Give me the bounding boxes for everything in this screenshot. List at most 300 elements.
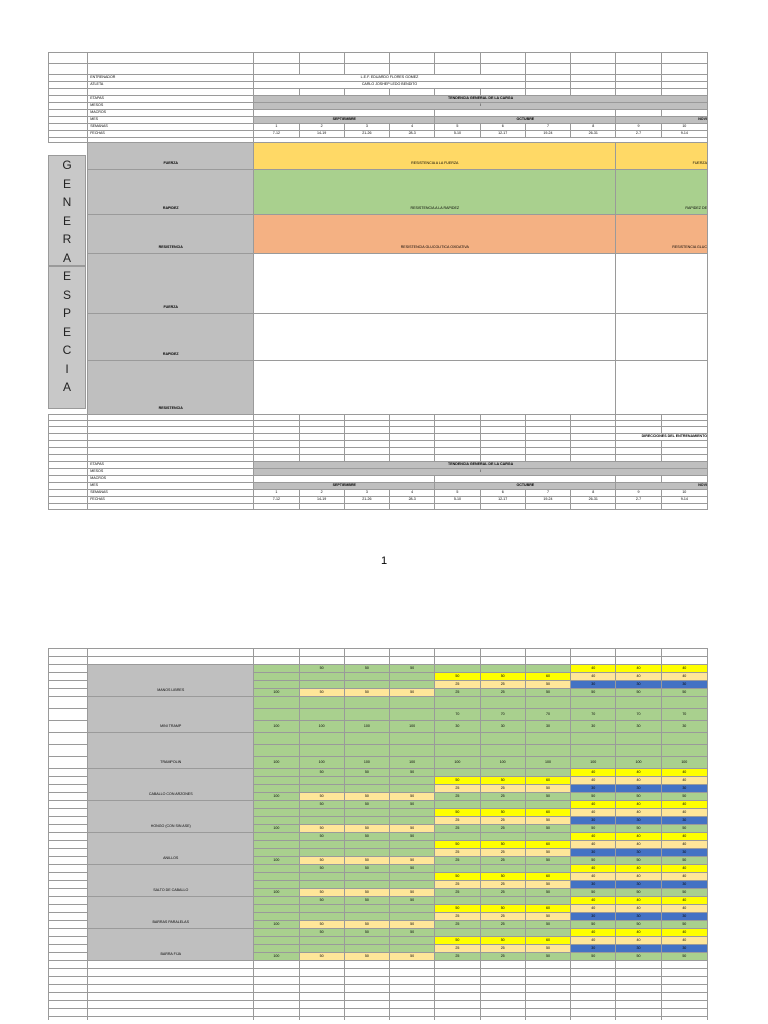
load-cell: 50 — [390, 857, 435, 865]
load-cell — [390, 697, 435, 709]
label-macros: MACROS — [88, 110, 254, 117]
load-cell: 25 — [435, 849, 480, 857]
load-cell: 30 — [571, 881, 616, 889]
load-cell: 50 — [525, 881, 570, 889]
page-2 — [48, 648, 708, 1020]
load-cell — [254, 709, 299, 721]
letter: E — [62, 176, 71, 191]
load-cell — [390, 777, 435, 785]
empty-cell — [571, 1017, 616, 1021]
load-cell: 50 — [299, 689, 344, 697]
load-cell: 50 — [390, 665, 435, 673]
apparatus-name: BARRAS PARALELAS — [88, 897, 254, 929]
empty-cell — [299, 649, 344, 657]
load-cell — [661, 745, 707, 757]
margin-cell — [49, 689, 88, 697]
load-cell: 50 — [525, 945, 570, 953]
margin-cell — [49, 865, 88, 873]
empty-cell — [299, 1017, 344, 1021]
week-cell: 2 — [299, 490, 344, 497]
week-cell: 5 — [435, 490, 480, 497]
load-cell: 30 — [616, 817, 661, 825]
load-cell — [525, 665, 570, 673]
load-cell — [480, 801, 525, 809]
load-cell: 50 — [525, 689, 570, 697]
empty-cell — [390, 1001, 435, 1009]
empty-cell — [254, 1001, 299, 1009]
week-cell: 8 — [571, 490, 616, 497]
load-cell — [390, 681, 435, 689]
empty-cell — [571, 961, 616, 969]
load-cell: 50 — [525, 793, 570, 801]
load-cell — [299, 697, 344, 709]
load-cell: 25 — [480, 889, 525, 897]
empty-cell — [344, 657, 389, 665]
empty-cell — [661, 1009, 707, 1017]
general-rapidez-next: RAPIDEZ DE — [616, 170, 708, 215]
load-cell: 25 — [435, 881, 480, 889]
letter: A — [62, 380, 71, 394]
load-cell: 40 — [616, 777, 661, 785]
load-cell: 50 — [661, 889, 707, 897]
load-cell: 40 — [616, 897, 661, 905]
empty-cell — [480, 969, 525, 977]
load-cell — [254, 881, 299, 889]
load-cell — [344, 817, 389, 825]
margin-cell — [49, 745, 88, 757]
load-cell — [299, 881, 344, 889]
load-cell: 50 — [661, 793, 707, 801]
load-cell — [480, 745, 525, 757]
load-cell — [616, 733, 661, 745]
week-cell: 3 — [344, 490, 389, 497]
letter: P — [62, 306, 71, 320]
empty-cell — [480, 1017, 525, 1021]
load-cell: 25 — [480, 793, 525, 801]
load-cell: 40 — [616, 833, 661, 841]
load-cell: 60 — [525, 777, 570, 785]
load-cell — [390, 913, 435, 921]
load-cell: 30 — [571, 721, 616, 733]
load-cell: 50 — [571, 793, 616, 801]
empty-cell — [525, 969, 570, 977]
empty-cell — [390, 649, 435, 657]
load-cell — [480, 897, 525, 905]
load-cell: 50 — [344, 865, 389, 873]
load-cell: 100 — [661, 757, 707, 769]
load-cell — [344, 809, 389, 817]
load-cell: 60 — [525, 809, 570, 817]
load-cell: 50 — [571, 889, 616, 897]
load-cell — [525, 801, 570, 809]
load-cell: 50 — [525, 857, 570, 865]
margin-cell — [49, 697, 88, 709]
empty-cell — [571, 1009, 616, 1017]
load-cell — [254, 785, 299, 793]
empty-cell — [616, 969, 661, 977]
load-cell — [254, 905, 299, 913]
load-cell: 100 — [254, 921, 299, 929]
load-cell: 30 — [525, 721, 570, 733]
load-cell — [390, 673, 435, 681]
load-cell: 50 — [299, 769, 344, 777]
load-cell — [661, 697, 707, 709]
empty-cell — [571, 649, 616, 657]
load-cell: 100 — [525, 757, 570, 769]
empty-cell — [88, 649, 254, 657]
load-cell: 50 — [344, 929, 389, 937]
load-cell — [299, 733, 344, 745]
empty-cell — [435, 993, 480, 1001]
load-cell: 30 — [661, 849, 707, 857]
month-october: OCTUBRE — [435, 117, 616, 124]
load-cell — [525, 833, 570, 841]
margin-cell — [49, 841, 88, 849]
load-cell: 50 — [344, 953, 389, 961]
especial-fuerza-label: FUERZA — [88, 254, 254, 314]
week-cell: 9 — [616, 124, 661, 131]
load-cell — [299, 777, 344, 785]
empty-cell — [525, 1001, 570, 1009]
empty-cell — [88, 1017, 254, 1021]
letter: N — [62, 195, 72, 209]
letter: E — [62, 213, 71, 228]
margin-cell — [49, 801, 88, 809]
load-cell — [435, 745, 480, 757]
load-cell — [254, 801, 299, 809]
meso-value-2: I — [254, 469, 708, 476]
apparatus-name: ANILLOS — [88, 833, 254, 865]
load-cell: 50 — [525, 913, 570, 921]
load-cell: 100 — [254, 953, 299, 961]
empty-cell — [525, 993, 570, 1001]
load-cell — [390, 849, 435, 857]
load-cell: 40 — [661, 801, 707, 809]
load-cell: 30 — [480, 721, 525, 733]
load-cell: 50 — [390, 689, 435, 697]
load-cell — [254, 777, 299, 785]
week-cell: 9 — [616, 490, 661, 497]
load-cell — [254, 809, 299, 817]
load-cell — [480, 929, 525, 937]
empty-cell — [525, 977, 570, 985]
load-cell: 50 — [435, 937, 480, 945]
margin-cell — [49, 881, 88, 889]
load-cell: 50 — [616, 857, 661, 865]
label-semanas: SEMANAS — [88, 124, 254, 131]
load-cell — [525, 929, 570, 937]
load-cell: 40 — [571, 929, 616, 937]
apparatus-name: MANOS LIBRES — [88, 665, 254, 697]
load-cell — [299, 785, 344, 793]
load-cell — [299, 873, 344, 881]
info-label-athlete: ATLETA — [88, 82, 254, 89]
empty-cell — [88, 961, 254, 969]
load-cell: 40 — [661, 841, 707, 849]
empty-cell — [299, 961, 344, 969]
load-cell — [254, 937, 299, 945]
empty-cell — [88, 985, 254, 993]
load-cell: 40 — [661, 897, 707, 905]
empty-cell — [616, 985, 661, 993]
empty-cell — [49, 1017, 88, 1021]
margin-cell — [49, 953, 88, 961]
load-cell: 50 — [390, 865, 435, 873]
load-cell: 50 — [435, 809, 480, 817]
empty-cell — [344, 1001, 389, 1009]
empty-cell — [525, 649, 570, 657]
load-cell — [480, 769, 525, 777]
load-cell: 25 — [435, 913, 480, 921]
load-cell — [435, 769, 480, 777]
date-cell: 14-19 — [299, 497, 344, 504]
load-cell — [254, 833, 299, 841]
empty-cell — [49, 1001, 88, 1009]
week-cell: 10 — [661, 124, 707, 131]
meso-value: I — [254, 103, 708, 110]
load-cell — [571, 697, 616, 709]
load-cell: 25 — [480, 817, 525, 825]
margin-cell — [49, 913, 88, 921]
load-cell — [299, 681, 344, 689]
empty-cell — [480, 985, 525, 993]
date-cell: 12-17 — [480, 497, 525, 504]
load-cell: 100 — [254, 793, 299, 801]
tendencia-header: TENDENCIA GENERAL DE LA CARGA — [254, 96, 708, 103]
empty-cell — [344, 993, 389, 1001]
empty-cell — [390, 969, 435, 977]
load-cell — [390, 817, 435, 825]
margin-cell — [49, 937, 88, 945]
load-cell: 40 — [616, 809, 661, 817]
load-cell: 50 — [299, 825, 344, 833]
load-cell: 50 — [571, 825, 616, 833]
load-cell: 40 — [571, 897, 616, 905]
load-cell: 50 — [299, 929, 344, 937]
load-cell: 50 — [480, 809, 525, 817]
load-cell: 40 — [571, 801, 616, 809]
empty-cell — [571, 977, 616, 985]
load-cell: 50 — [344, 921, 389, 929]
empty-cell — [299, 969, 344, 977]
load-cell — [299, 745, 344, 757]
load-cell — [390, 945, 435, 953]
load-cell — [525, 697, 570, 709]
load-cell: 25 — [435, 857, 480, 865]
load-cell — [344, 785, 389, 793]
load-cell: 50 — [344, 801, 389, 809]
load-cell: 60 — [525, 937, 570, 945]
load-cell: 50 — [344, 897, 389, 905]
date-cell: 19-24 — [525, 497, 570, 504]
load-cell: 50 — [299, 793, 344, 801]
load-cell: 100 — [254, 825, 299, 833]
load-cell: 40 — [571, 673, 616, 681]
load-cell: 25 — [435, 793, 480, 801]
label-fechas-2: FECHAS — [88, 497, 254, 504]
margin-cell — [49, 905, 88, 913]
load-cell — [390, 905, 435, 913]
month-october-2: OCTUBRE — [435, 483, 616, 490]
date-cell: 9-14 — [661, 497, 707, 504]
load-cell: 50 — [390, 921, 435, 929]
load-cell — [390, 709, 435, 721]
load-cell — [571, 733, 616, 745]
empty-cell — [480, 993, 525, 1001]
load-cell: 40 — [571, 865, 616, 873]
load-cell — [254, 665, 299, 673]
load-cell: 30 — [661, 881, 707, 889]
general-resistencia-next: RESISTENCIA GLUC — [616, 215, 708, 254]
label-mes: MES — [88, 117, 254, 124]
date-cell: 26-31 — [571, 497, 616, 504]
load-cell: 100 — [254, 857, 299, 865]
date-cell: 21-26 — [344, 497, 389, 504]
load-cell: 50 — [299, 857, 344, 865]
empty-cell — [254, 657, 299, 665]
load-cell: 50 — [344, 769, 389, 777]
empty-cell — [525, 961, 570, 969]
load-cell: 25 — [480, 921, 525, 929]
coach-name: L.E.F. EDUARDO FLORES GOMEZ — [254, 75, 526, 82]
week-cell: 10 — [661, 490, 707, 497]
general-vertical-label — [48, 155, 86, 266]
load-cell: 25 — [435, 945, 480, 953]
load-cell: 25 — [435, 889, 480, 897]
load-cell — [390, 809, 435, 817]
load-cell: 50 — [661, 953, 707, 961]
load-cell — [344, 681, 389, 689]
load-cell — [435, 833, 480, 841]
date-cell: 19-24 — [525, 131, 570, 138]
load-cell: 50 — [616, 825, 661, 833]
general-resistencia-main: RESISTENCIA GLUCOLITICA OXIDATIVA — [254, 215, 616, 254]
empty-cell — [49, 649, 88, 657]
load-cell: 25 — [480, 681, 525, 689]
empty-cell — [480, 961, 525, 969]
load-cell — [344, 873, 389, 881]
load-cell — [299, 809, 344, 817]
empty-cell — [661, 977, 707, 985]
load-cell — [299, 913, 344, 921]
label-mes-2: MES — [88, 483, 254, 490]
load-cell: 50 — [435, 841, 480, 849]
load-cell: 30 — [661, 913, 707, 921]
load-cell — [390, 733, 435, 745]
empty-cell — [299, 657, 344, 665]
load-cell: 100 — [299, 721, 344, 733]
empty-cell — [616, 1001, 661, 1009]
label-semanas-2: SEMANAS — [88, 490, 254, 497]
empty-cell — [435, 1017, 480, 1021]
load-cell — [390, 841, 435, 849]
load-cell: 50 — [390, 769, 435, 777]
empty-cell — [390, 977, 435, 985]
empty-cell — [571, 1001, 616, 1009]
load-cell — [480, 733, 525, 745]
empty-cell — [299, 1001, 344, 1009]
empty-cell — [661, 969, 707, 977]
load-cell — [254, 841, 299, 849]
load-cell: 30 — [571, 817, 616, 825]
load-cell: 70 — [571, 709, 616, 721]
load-cell: 30 — [571, 785, 616, 793]
empty-cell — [254, 1009, 299, 1017]
empty-cell — [49, 657, 88, 665]
load-cell: 40 — [661, 873, 707, 881]
empty-cell — [435, 657, 480, 665]
date-cell: 5-10 — [435, 497, 480, 504]
load-cell: 50 — [344, 665, 389, 673]
empty-cell — [661, 1001, 707, 1009]
margin-cell — [49, 809, 88, 817]
load-cell: 50 — [344, 689, 389, 697]
apparatus-name: SALTO DE CABALLO — [88, 865, 254, 897]
empty-cell — [571, 657, 616, 665]
load-cell: 100 — [616, 757, 661, 769]
label-fechas: FECHAS — [88, 131, 254, 138]
load-cell — [254, 913, 299, 921]
load-cell — [254, 945, 299, 953]
load-cell: 50 — [480, 673, 525, 681]
load-cell — [344, 841, 389, 849]
load-cell — [344, 913, 389, 921]
load-cell: 50 — [661, 825, 707, 833]
load-cell: 30 — [616, 681, 661, 689]
load-cell: 50 — [344, 825, 389, 833]
apparatus-table — [48, 648, 708, 1020]
load-cell: 40 — [571, 777, 616, 785]
load-cell — [390, 937, 435, 945]
load-cell: 50 — [616, 921, 661, 929]
load-cell: 50 — [435, 873, 480, 881]
load-cell: 40 — [616, 841, 661, 849]
load-cell: 25 — [435, 785, 480, 793]
general-resistencia-label: RESISTENCIA — [88, 215, 254, 254]
load-cell: 25 — [480, 849, 525, 857]
load-cell — [525, 865, 570, 873]
load-cell: 40 — [571, 937, 616, 945]
load-cell: 100 — [254, 889, 299, 897]
general-rapidez-label: RAPIDEZ — [88, 170, 254, 215]
empty-cell — [254, 969, 299, 977]
empty-cell — [299, 977, 344, 985]
empty-cell — [480, 1001, 525, 1009]
empty-cell — [661, 961, 707, 969]
empty-cell — [390, 1017, 435, 1021]
week-cell: 5 — [435, 124, 480, 131]
load-cell: 40 — [661, 769, 707, 777]
load-cell: 40 — [661, 673, 707, 681]
load-cell: 40 — [661, 929, 707, 937]
empty-cell — [88, 657, 254, 665]
load-cell: 50 — [435, 777, 480, 785]
empty-cell — [616, 993, 661, 1001]
empty-cell — [390, 993, 435, 1001]
empty-cell — [480, 649, 525, 657]
empty-cell — [299, 1009, 344, 1017]
load-cell: 30 — [571, 913, 616, 921]
load-cell: 50 — [616, 953, 661, 961]
load-cell: 100 — [390, 721, 435, 733]
load-cell: 50 — [344, 857, 389, 865]
load-cell: 25 — [435, 825, 480, 833]
date-cell: 7-12 — [254, 131, 299, 138]
load-cell: 50 — [390, 889, 435, 897]
empty-cell — [254, 649, 299, 657]
empty-cell — [49, 1009, 88, 1017]
load-cell — [254, 745, 299, 757]
